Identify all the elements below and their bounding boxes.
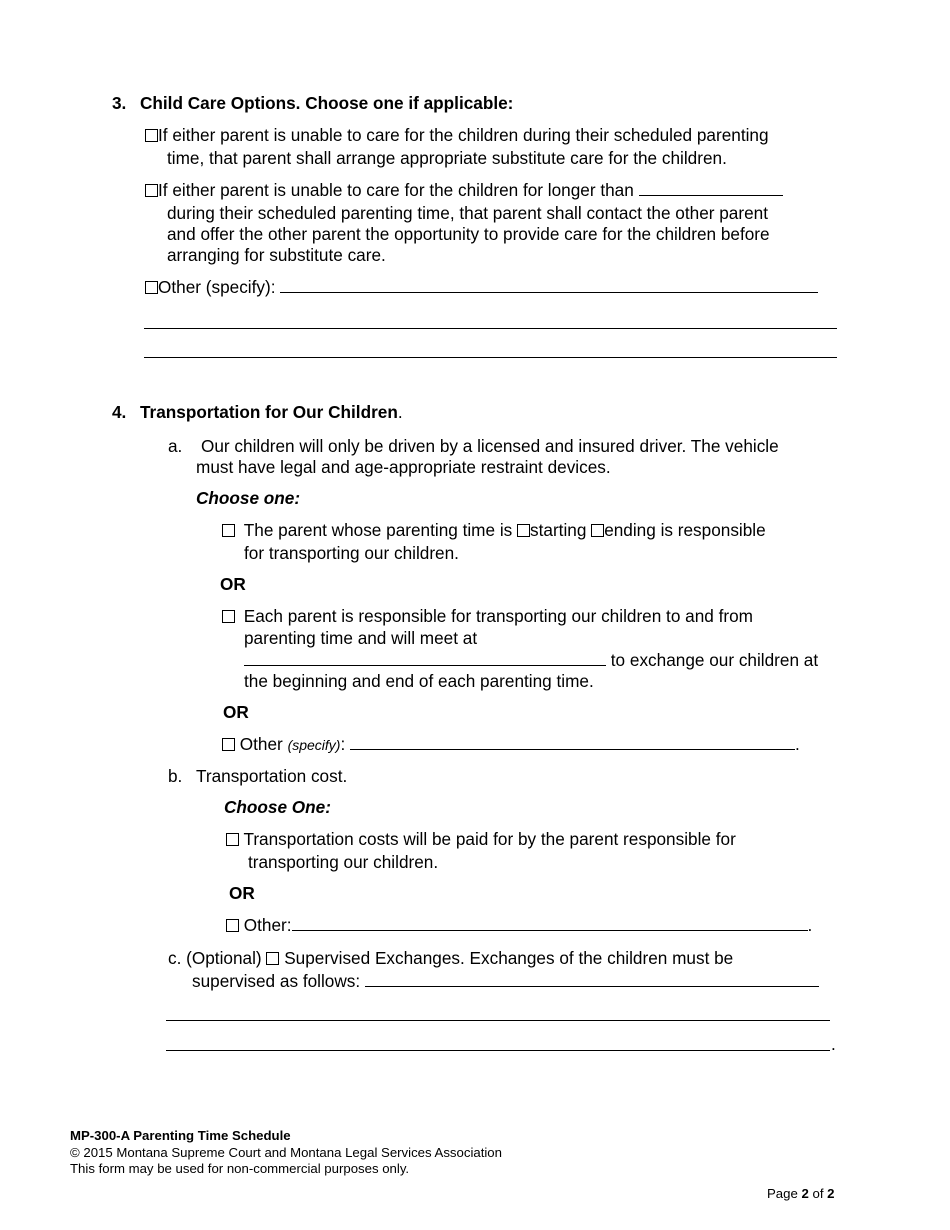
- or-label-1: OR: [220, 574, 246, 594]
- starting-checkbox[interactable]: [517, 524, 530, 537]
- footer-usage: This form may be used for non-commercial purposes only.: [70, 1161, 410, 1176]
- item-b-title: Transportation cost.: [196, 766, 348, 786]
- page-number: [767, 1186, 835, 1202]
- childcare-other[interactable]: [145, 276, 818, 298]
- supervised-checkbox[interactable]: [266, 952, 279, 965]
- or-label-2: OR: [223, 702, 249, 722]
- page-current: 2: [801, 1186, 809, 1201]
- supervised-blank-2[interactable]: [166, 1020, 830, 1021]
- item-c-optional: (Optional): [186, 948, 262, 968]
- transport-option-2-line1: Each parent is responsible for transporting our children to and from: [243, 606, 753, 626]
- section-4-title-wrap: [140, 401, 403, 423]
- transport-other[interactable]: [222, 733, 800, 756]
- checkbox[interactable]: [222, 738, 235, 751]
- footer-copyright: © 2015 Montana Supreme Court and Montana Legal Services Association: [70, 1145, 502, 1160]
- section-3-number: 3.: [112, 93, 127, 113]
- transport-other-specify: (specify): [287, 737, 341, 753]
- item-c-text1: Supervised Exchanges. Exchanges of the children must be: [284, 948, 734, 968]
- duration-blank[interactable]: [639, 179, 783, 196]
- cost-other-period: .: [807, 915, 813, 935]
- childcare-other-label: Other (specify):: [158, 277, 276, 297]
- supervised-blank-1[interactable]: [365, 970, 819, 987]
- or-label-3: OR: [229, 883, 255, 903]
- checkbox[interactable]: [145, 129, 158, 142]
- supervised-blank-3[interactable]: [166, 1050, 830, 1051]
- item-b-letter: b.: [168, 766, 183, 786]
- transport-other-period: .: [795, 734, 800, 754]
- item-b-choose: Choose One:: [224, 797, 331, 817]
- supervised-period: .: [831, 1034, 836, 1054]
- childcare-option-1-line1: If either parent is unable to care for the children during their scheduled parenting: [158, 125, 769, 145]
- cost-option-1-line2: transporting our children.: [248, 852, 439, 872]
- ending-checkbox[interactable]: [591, 524, 604, 537]
- childcare-option-2-line2: during their scheduled parenting time, that parent shall contact the other parent: [167, 203, 768, 223]
- cost-other-blank[interactable]: [292, 914, 808, 931]
- page-total: 2: [827, 1186, 835, 1201]
- childcare-other-line-3[interactable]: [144, 357, 837, 358]
- page-of: of: [812, 1186, 824, 1201]
- footer-form-id: MP-300-A Parenting Time Schedule: [70, 1128, 291, 1143]
- item-a-line2: must have legal and age-appropriate restraint devices.: [196, 457, 611, 477]
- cost-other[interactable]: [226, 914, 812, 936]
- childcare-option-2[interactable]: [145, 179, 783, 201]
- childcare-other-blank[interactable]: [280, 276, 818, 293]
- item-c-line2: [192, 970, 819, 992]
- childcare-option-1[interactable]: [145, 124, 769, 146]
- checkbox[interactable]: [226, 833, 239, 846]
- item-a-line1: Our children will only be driven by a licensed and insured driver. The vehicle: [201, 436, 779, 456]
- cost-option-1-line1: Transportation costs will be paid for by the parent responsible for: [243, 829, 736, 849]
- transport-option-2-line3: [244, 649, 818, 671]
- checkbox[interactable]: [145, 184, 158, 197]
- cost-option-1[interactable]: [226, 828, 736, 850]
- transport-option-2[interactable]: [222, 605, 753, 627]
- transport-other-blank[interactable]: [350, 733, 795, 750]
- transport-option-2-line4: the beginning and end of each parenting time.: [244, 671, 594, 691]
- checkbox[interactable]: [145, 281, 158, 294]
- item-a-choose: Choose one:: [196, 488, 301, 508]
- section-3-title: Child Care Options. Choose one if applicable:: [140, 93, 514, 113]
- section-4-number: 4.: [112, 402, 127, 422]
- checkbox[interactable]: [222, 610, 235, 623]
- childcare-option-2-line3: and offer the other parent the opportunity to provide care for the children before: [167, 224, 770, 244]
- item-c-line2-label: supervised as follows:: [192, 971, 361, 991]
- checkbox[interactable]: [222, 524, 235, 537]
- childcare-option-1-line2: time, that parent shall arrange appropriate substitute care for the children.: [167, 148, 727, 168]
- childcare-option-2-line4: arranging for substitute care.: [167, 245, 386, 265]
- transport-option-1[interactable]: [222, 519, 766, 541]
- transport-option-1-line2: for transporting our children.: [244, 543, 459, 563]
- ending-label: ending is responsible: [604, 520, 766, 540]
- transport-option-2-line2: parenting time and will meet at: [244, 628, 478, 648]
- transport-other-label: Other: [239, 734, 283, 754]
- meeting-place-blank[interactable]: [244, 649, 606, 666]
- cost-other-label: Other:: [243, 915, 292, 935]
- item-a-letter: a.: [168, 436, 183, 456]
- section-4-title-period: .: [397, 402, 403, 422]
- childcare-option-2-line1: If either parent is unable to care for the children for longer than: [158, 180, 634, 200]
- checkbox[interactable]: [226, 919, 239, 932]
- starting-label: starting: [530, 520, 587, 540]
- page-prefix: Page: [767, 1186, 798, 1201]
- section-4-title: Transportation for Our Children: [140, 402, 398, 422]
- transport-other-colon: :: [340, 734, 346, 754]
- item-c-line1: [168, 947, 733, 969]
- transport-option-1-pre: The parent whose parenting time is: [243, 520, 513, 540]
- transport-option-2-line3-post: to exchange our children at: [610, 650, 819, 670]
- childcare-other-line-2[interactable]: [144, 328, 837, 329]
- item-c-letter: c.: [168, 948, 182, 968]
